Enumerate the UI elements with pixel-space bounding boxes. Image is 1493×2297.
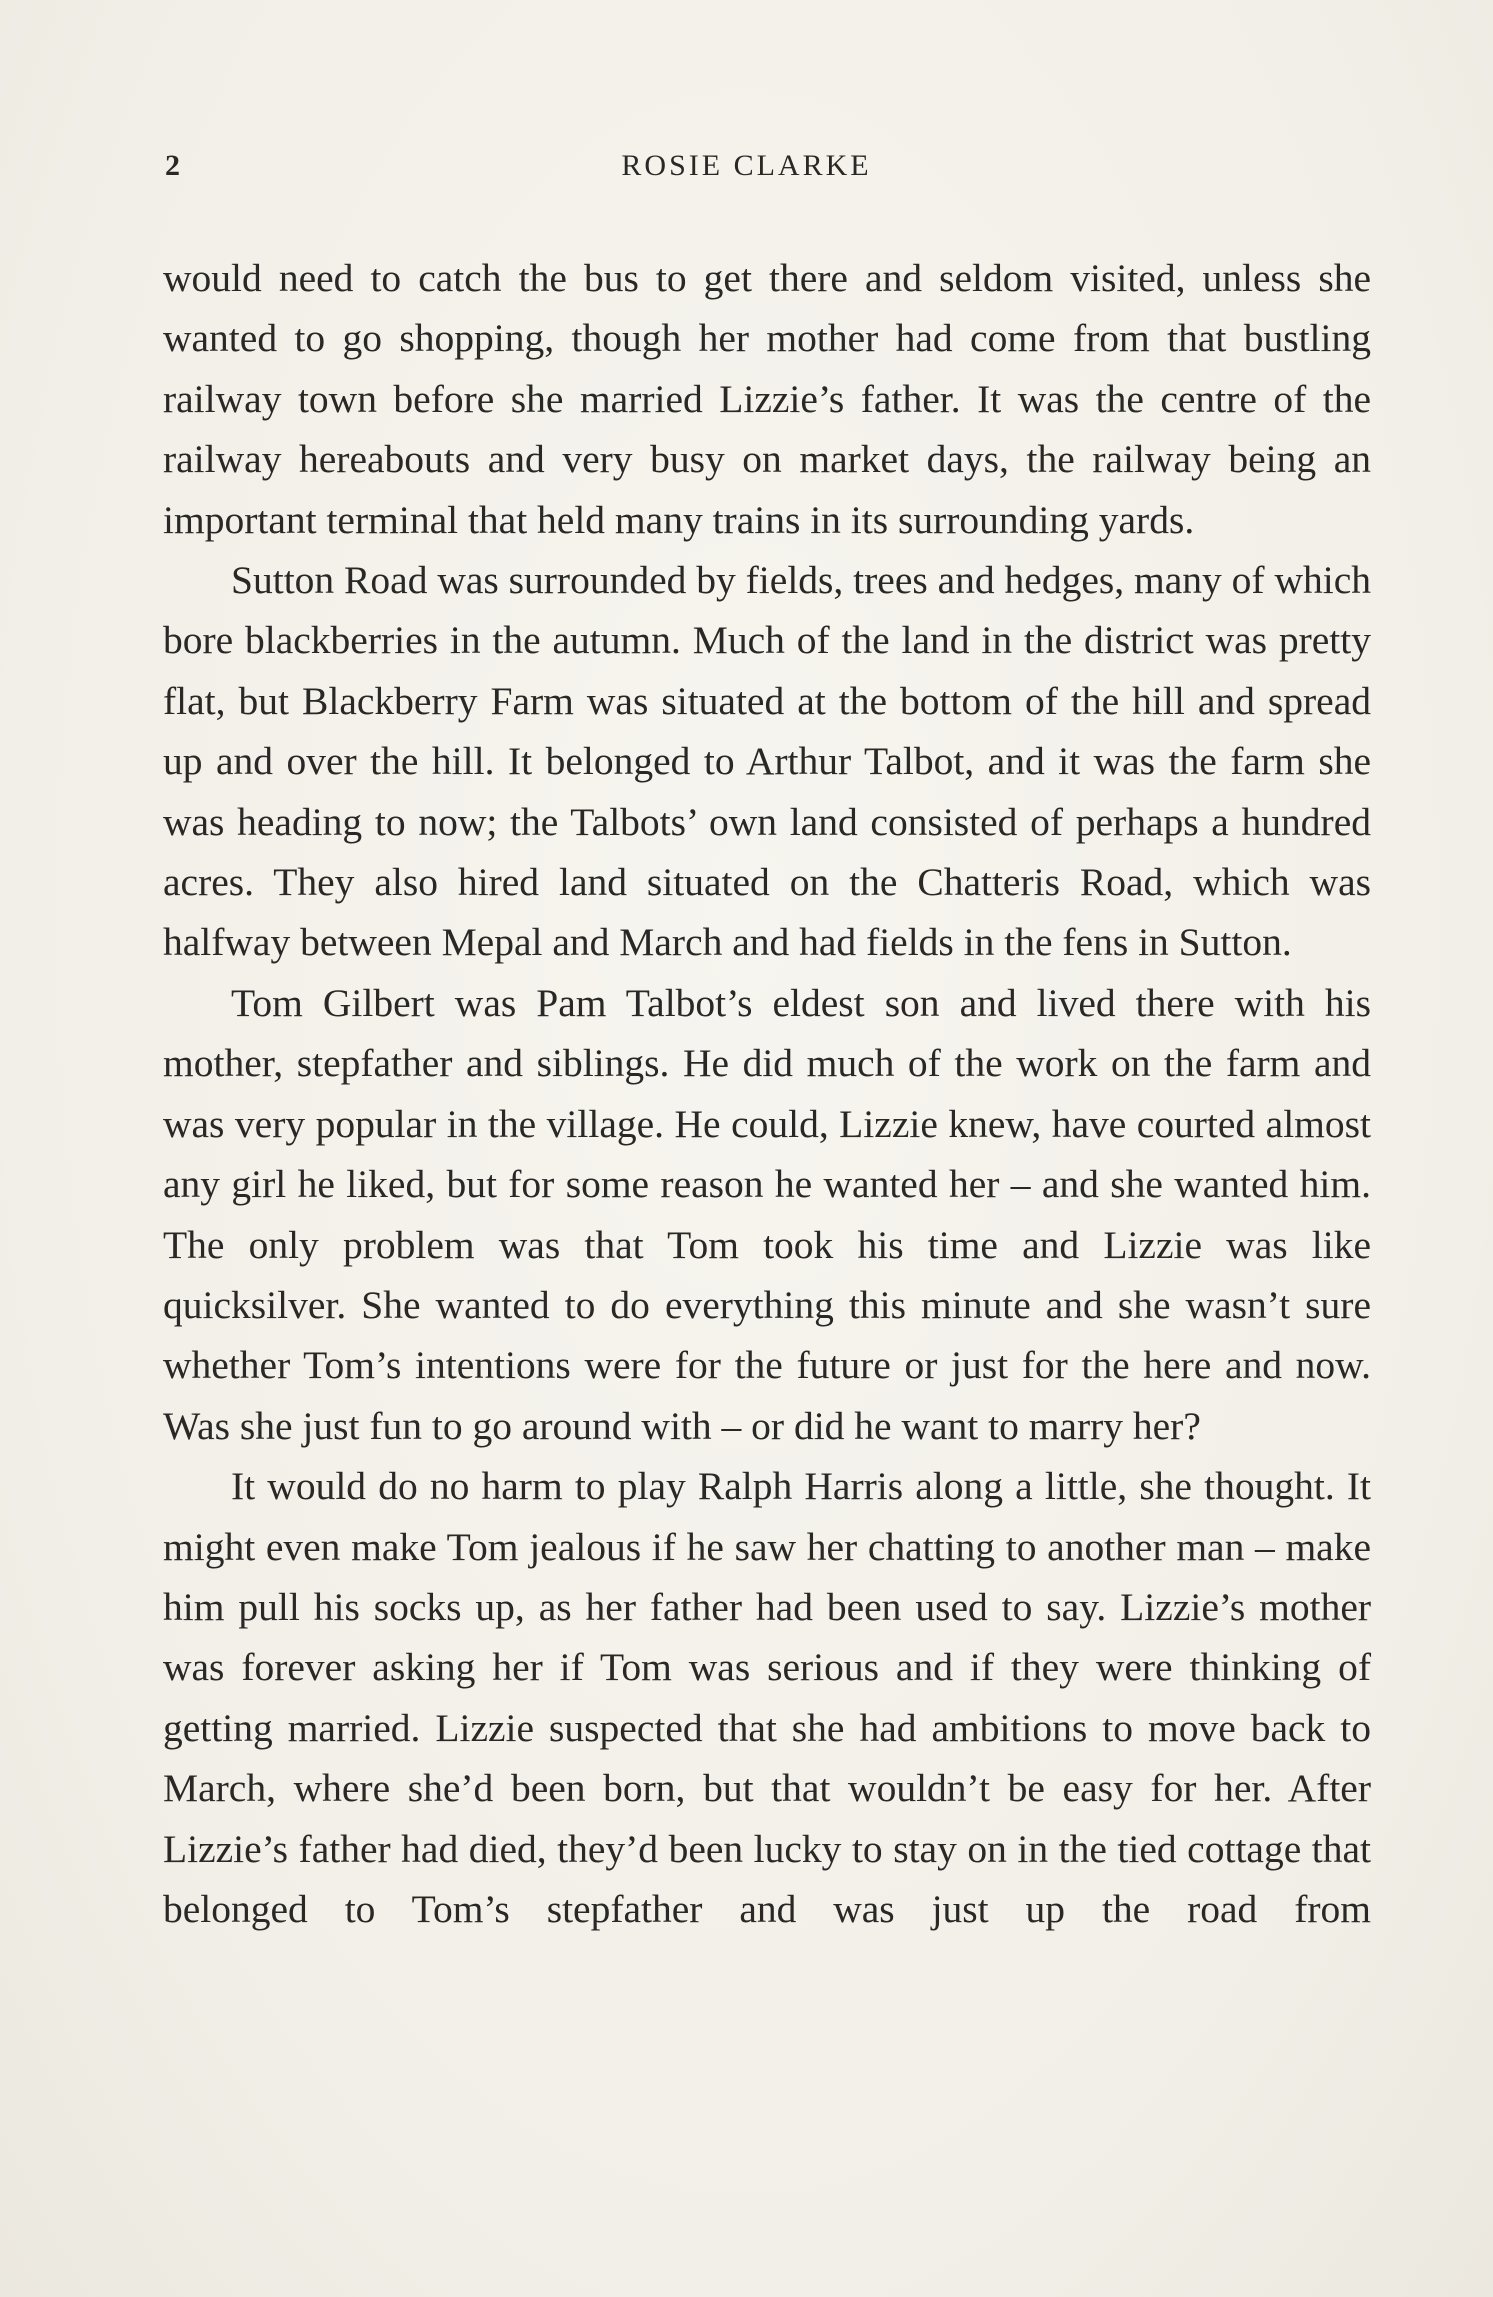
paragraph-1: would need to catch the bus to get there and seldom visited, unless she wanted to go shopping, though her mother had come from that bustling railway town before she married Lizzie’s father. It was the centre of the railway hereabouts and very busy on market days, the railway being an important terminal that held many trains in its surrounding yards.: [163, 256, 1371, 542]
page-number: 2: [165, 149, 180, 182]
running-head: [163, 146, 1330, 186]
paragraph-2: Sutton Road was surrounded by fields, trees and hedges, many of which bore blackberries in the autumn. Much of the land in the district was pretty flat, but Blackberry Farm was situated at the bottom of the hill and spread up and over the hill. It belonged to Arthur Talbot, and it was the farm she was heading to now; the Talbots’ own land consisted of perhaps a hundred acres. They also hired land situated on the Chatteris Road, which was halfway between Mepal and March and had fields in the fens in Sutton.: [163, 558, 1371, 965]
paragraph-3: Tom Gilbert was Pam Talbot’s eldest son and lived there with his mother, stepfather and siblings. He did much of the work on the farm and was very popular in the village. He could, Lizzie knew, have courted almost any girl he liked, but for some reason he wanted her – and she wanted him. The only problem was that Tom took his time and Lizzie was like quicksilver. She wanted to do everything this minute and she wasn’t sure whether Tom’s intentions were for the future or just for the here and now. Was she just fun to go around with – or did he want to marry her?: [163, 980, 1371, 1448]
body-text: [163, 248, 1371, 1939]
paragraph-4: It would do no harm to play Ralph Harris along a little, she thought. It might even make Tom jealous if he saw her chatting to another man – make him pull his socks up, as her father had been used to say. Lizzie’s mother was forever asking her if Tom was serious and if they were thinking of getting married. Lizzie suspected that she had ambitions to move back to March, where she’d been born, but that wouldn’t be easy for her. After Lizzie’s father had died, they’d been lucky to stay on in the tied cottage that belonged to Tom’s stepfather and was just up the road from: [163, 1464, 1371, 1931]
running-title: ROSIE CLARKE: [621, 149, 872, 182]
